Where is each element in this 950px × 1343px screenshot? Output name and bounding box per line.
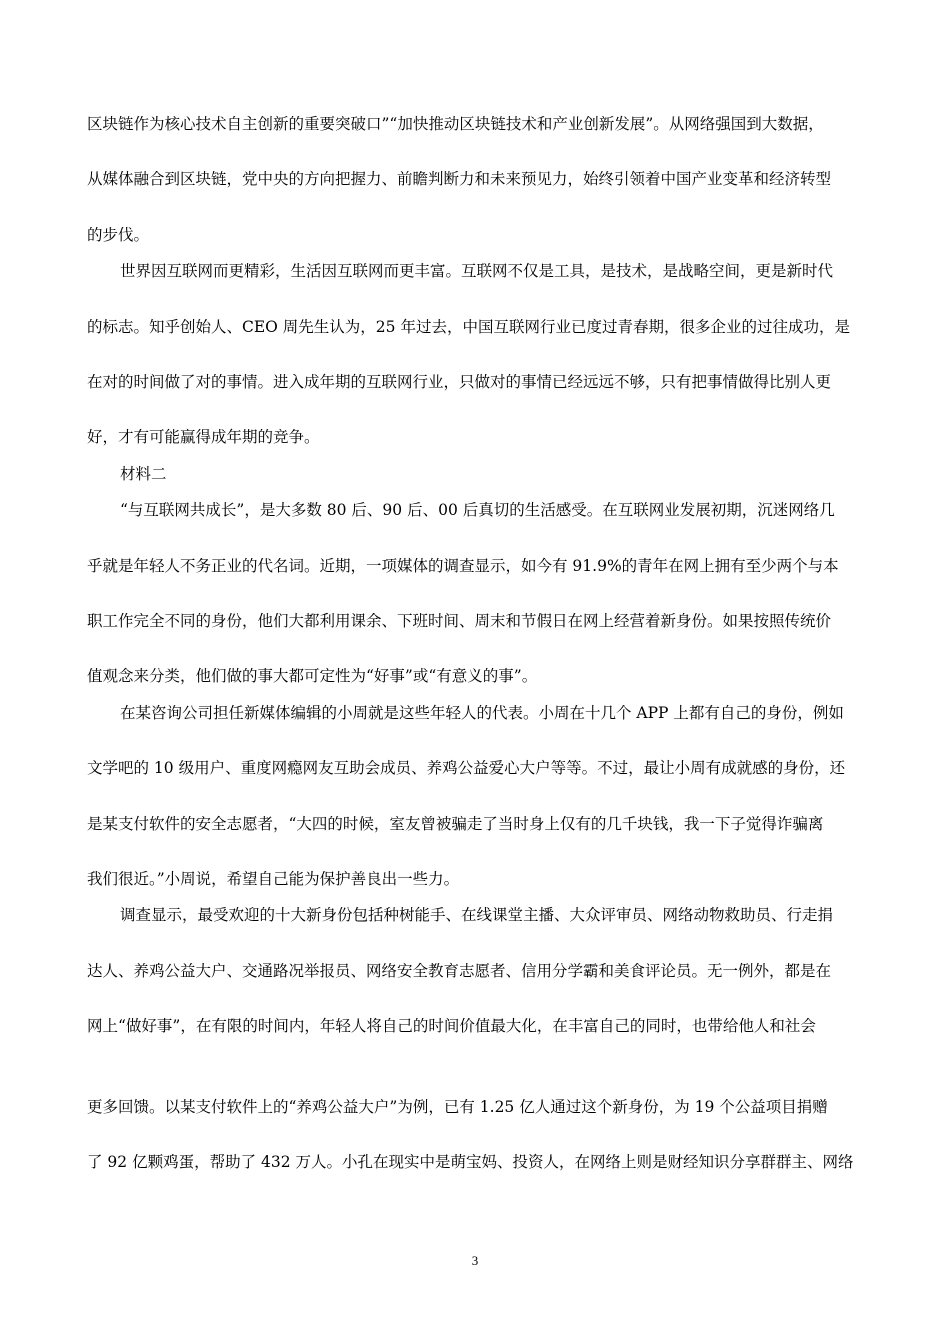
paragraph-line-11: 职工作完全不同的身份，他们大都利用课余、下班时间、周末和节假日在网上经营着新身份。如果按照传统价: [87, 612, 832, 630]
paragraph-line-5: 的标志。知乎创始人、CEO 周先生认为，25 年过去，中国互联网行业已度过青春期，很多企业的过往成功，是: [87, 318, 850, 336]
paragraph-line-9: “与互联网共成长”，是大多数 80 后、90 后、00 后真切的生活感受。在互联网业发展初期，沉迷网络几: [120, 501, 835, 519]
paragraph-line-13: 在某咨询公司担任新媒体编辑的小周就是这些年轻人的代表。小周在十几个 APP 上都有自己的身份，例如: [120, 704, 844, 722]
paragraph-line-7: 好，才有可能赢得成年期的竞争。: [87, 428, 320, 446]
paragraph-line-6: 在对的时间做了对的事情。进入成年期的互联网行业，只做对的事情已经远远不够，只有把事情做得比别人更: [87, 373, 832, 391]
paragraph-line-18: 达人、养鸡公益大户、交通路况举报员、网络安全教育志愿者、信用分学霸和美食评论员。无一例外，都是在: [87, 962, 832, 980]
paragraph-line-14: 文学吧的 10 级用户、重度网瘾网友互助会成员、养鸡公益爱心大户等等。不过，最让小周有成就感的身份，还: [87, 759, 846, 777]
paragraph-line-1: 区块链作为核心技术自主创新的重要突破口”“加快推动区块链技术和产业创新发展”。从网络强国到大数据，: [87, 115, 824, 133]
paragraph-line-17: 调查显示，最受欢迎的十大新身份包括种树能手、在线课堂主播、大众评审员、网络动物救助员、行走捐: [120, 906, 834, 924]
paragraph-line-3: 的步伐。: [87, 226, 150, 244]
paragraph-line-16: 我们很近。”小周说，希望自己能为保护善良出一些力。: [87, 870, 460, 888]
paragraph-line-12: 值观念来分类，他们做的事大都可定性为“好事”或“有意义的事”。: [87, 667, 538, 685]
paragraph-line-21: 了 92 亿颗鸡蛋，帮助了 432 万人。小孔在现实中是萌宝妈、投资人，在网络上则是财经知识分享群群主、网络: [87, 1153, 854, 1171]
paragraph-line-2: 从媒体融合到区块链，党中央的方向把握力、前瞻判断力和未来预见力，始终引领着中国产业变革和经济转型: [87, 170, 832, 188]
section-heading: 材料二: [120, 465, 167, 483]
paragraph-line-15: 是某支付软件的安全志愿者，“大四的时候，室友曾被骗走了当时身上仅有的几千块钱，我一下子觉得诈骗离: [87, 815, 824, 833]
paragraph-line-4: 世界因互联网而更精彩，生活因互联网而更丰富。互联网不仅是工具，是技术，是战略空间，更是新时代: [120, 262, 834, 280]
page-number: 3: [471, 1253, 479, 1268]
paragraph-line-19: 网上“做好事”，在有限的时间内，年轻人将自己的时间价值最大化，在丰富自己的同时，也带给他人和社会: [87, 1017, 816, 1035]
paragraph-line-10: 乎就是年轻人不务正业的代名词。近期，一项媒体的调查显示，如今有 91.9%的青年在网上拥有至少两个与本: [87, 557, 839, 575]
paragraph-line-20: 更多回馈。以某支付软件上的“养鸡公益大户”为例，已有 1.25 亿人通过这个新身份，为 19 个公益项目捐赠: [87, 1098, 828, 1116]
